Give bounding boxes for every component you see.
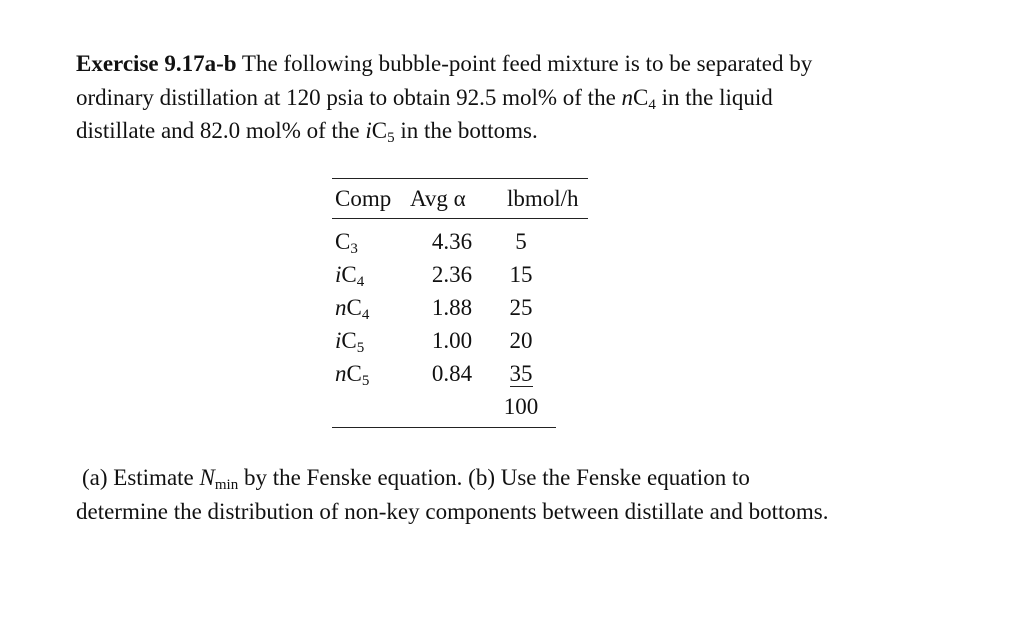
light-key-sub: 4 xyxy=(648,96,656,113)
nmin-subscript: min xyxy=(214,477,239,493)
header-alpha: Avg α xyxy=(410,186,466,211)
heavy-key-prefix: i xyxy=(365,118,372,143)
row-comp: $iC_4$ xyxy=(335,262,365,290)
row-flow: 5 xyxy=(515,229,527,254)
exercise-label: Exercise 9.17a-b xyxy=(76,51,237,76)
header-comp: Comp xyxy=(335,186,392,211)
question-text xyxy=(76,461,976,528)
question-line-2: determine the distribution of non-key components between distillate and bottoms. xyxy=(76,498,829,524)
total-flow: 100 xyxy=(503,394,539,419)
statement-text-3a: distillate and 82.0 mol% of the xyxy=(76,118,366,143)
heavy-key-sub: 5 xyxy=(387,130,395,146)
statement-line-2 xyxy=(76,81,956,115)
table-bottom-rule xyxy=(332,427,556,428)
question-line-1: (a) Estimate $N_{min}$ by the Fenske equation. (b) Use the Fenske equation to xyxy=(82,465,750,493)
statement-line-1 xyxy=(76,47,956,81)
row-alpha: 1.00 xyxy=(431,328,473,353)
row-alpha: 0.84 xyxy=(431,361,473,386)
row-comp: $nC_5$ xyxy=(335,361,370,389)
heavy-key-base: C xyxy=(371,118,388,143)
row-flow: 20 xyxy=(509,328,533,353)
row-flow: 25 xyxy=(509,295,533,320)
table-top-rule xyxy=(332,178,588,179)
statement-line-3 xyxy=(76,114,956,148)
nmin-symbol: N xyxy=(199,465,215,490)
row-flow: 15 xyxy=(509,262,533,287)
statement-text-3b: in the bottoms. xyxy=(394,118,538,143)
row-alpha: 4.36 xyxy=(431,229,473,254)
row-comp: $nC_4$ xyxy=(335,295,370,323)
row-alpha: 1.88 xyxy=(431,295,473,320)
row-flow-last: 35 xyxy=(509,361,533,386)
row-alpha: 2.36 xyxy=(431,262,473,287)
problem-statement xyxy=(76,47,956,148)
statement-text-1: The following bubble-point feed mixture is to be separated by xyxy=(236,51,813,76)
row-comp: $C_3$ xyxy=(335,229,358,257)
light-key-prefix: n xyxy=(621,84,634,110)
row-comp: $iC_5$ xyxy=(335,328,365,356)
header-flow: lbmol/h xyxy=(507,186,579,211)
light-key-base: C xyxy=(633,84,649,110)
statement-text-2b: in the liquid xyxy=(655,84,773,110)
table-header-rule xyxy=(332,218,588,219)
statement-text-2a: ordinary distillation at 120 psia to obtain 92.5 mol% of the xyxy=(76,84,622,110)
